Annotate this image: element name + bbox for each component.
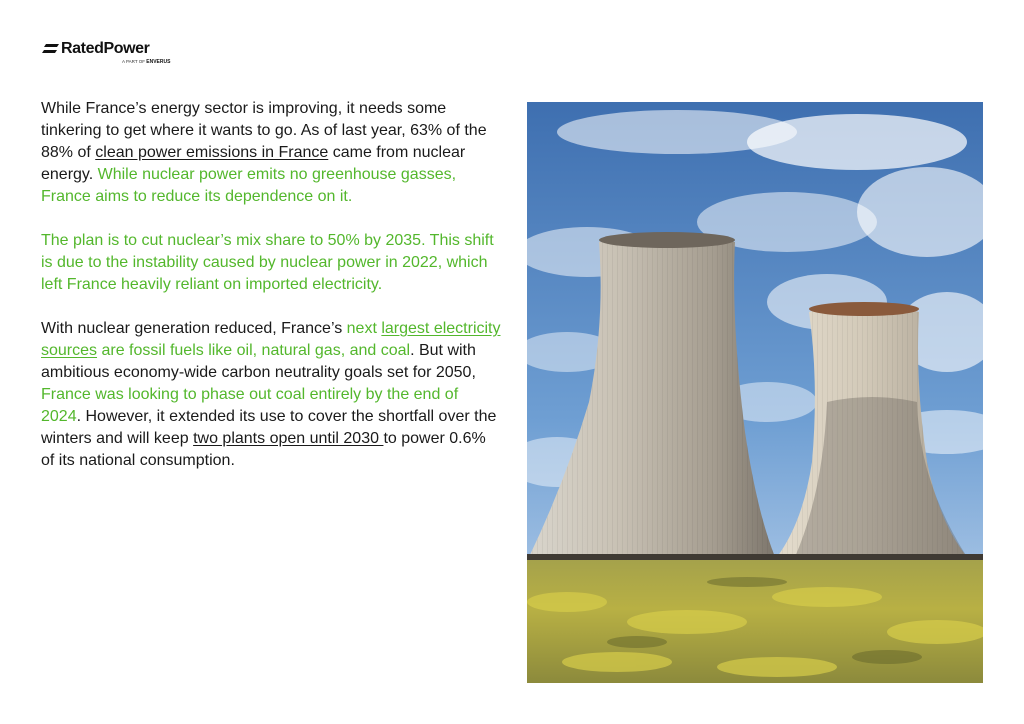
cooling-towers-illustration [527, 102, 983, 683]
article-body [41, 98, 501, 494]
highlight-green-text: France was looking to phase out coal entirely by the end of 2024 [41, 386, 459, 425]
link-clean-power-emissions[interactable]: clean power emissions in France [95, 144, 329, 161]
ratedpower-logo [42, 40, 172, 66]
logo-brand-name: RatedPower [61, 40, 150, 57]
paragraph-1: While France’s energy sector is improving, it needs some tinkering to get where it wants to go. As of last year, 63% of the 88% of clean power emissions in France came from nuclear energy. While nuclear power emits no greenhouse gasses, France aims to reduce its dependence on it. [41, 100, 487, 205]
cooling-towers-photo [527, 102, 983, 683]
link-two-plants[interactable]: two plants open until 2030 [193, 430, 384, 447]
highlight-green-text: While nuclear power emits no greenhouse gasses, France aims to reduce its dependence on it. [41, 166, 457, 205]
ratedpower-logo-icon [42, 43, 60, 55]
link-largest-electricity-sources[interactable]: largest electricity sources [41, 320, 501, 359]
paragraph-3: With nuclear generation reduced, France’s next largest electricity sources are fossil fuels like oil, natural gas, and coal. But with ambitious economy-wide carbon neutrality goals set for 2050, France was looking to phase out coal entirely by the end of 2024. However, it extended its use to cover the shortfall over the winters and will keep two plants open until 2030 to power 0.6% of its national consumption. [41, 320, 501, 469]
logo-subtitle: A PART OF ENVERUS [122, 59, 171, 65]
paragraph-2: The plan is to cut nuclear’s mix share to 50% by 2035. This shift is due to the instability caused by nuclear power in 2022, which left France heavily reliant on imported electricity. [41, 232, 494, 293]
